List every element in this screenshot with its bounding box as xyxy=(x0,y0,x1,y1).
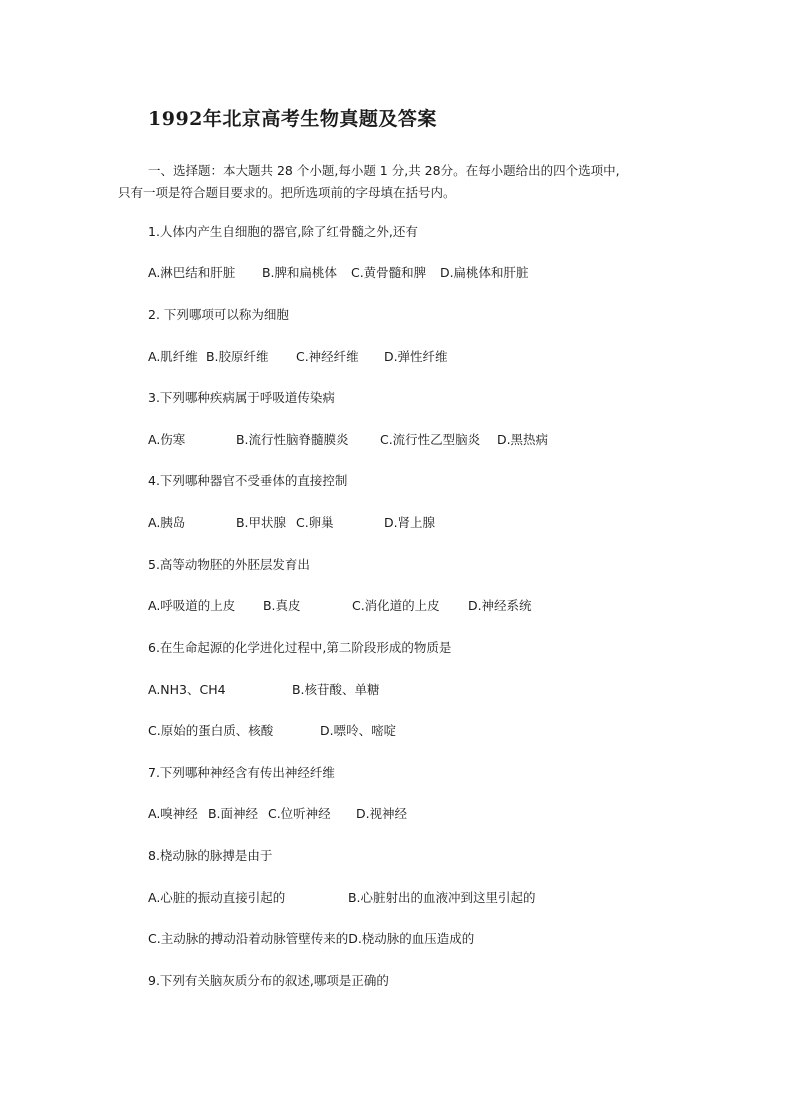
option-b: B.胶原纤维 xyxy=(205,349,269,364)
option-c: C.神经纤维 xyxy=(295,349,359,364)
option-a: A.嗅神经 xyxy=(148,806,198,821)
option-b: B.面神经 xyxy=(207,806,259,821)
question-options xyxy=(148,264,529,282)
option-a: A.心脏的振动直接引起的 xyxy=(148,890,286,905)
question-stem: 7.下列哪种神经含有传出神经纤维 xyxy=(148,765,335,780)
question-stem: 9.下列有关脑灰质分布的叙述,哪项是正确的 xyxy=(148,973,389,988)
question-stem: 6.在生命起源的化学进化过程中,第二阶段形成的物质是 xyxy=(148,640,452,655)
page-title: 1992年北京高考生物真题及答案 xyxy=(148,108,437,130)
option-d: D.扁桃体和肝脏 xyxy=(439,265,529,280)
option-b: B.真皮 xyxy=(262,598,301,613)
option-a: A.淋巴结和肝脏 xyxy=(148,265,236,280)
option-b: B.心脏射出的血液冲到这里引起的 xyxy=(347,890,536,905)
option-d: D.神经系统 xyxy=(467,598,532,613)
option-d: D.弹性纤维 xyxy=(383,349,448,364)
option-d: D.视神经 xyxy=(355,806,408,821)
option-c: C.原始的蛋白质、核酸 xyxy=(148,723,274,738)
option-b: B.核苷酸、单糖 xyxy=(291,682,380,697)
option-c: C.黄骨髓和脾 xyxy=(350,265,427,280)
option-a: A.NH3、CH4 xyxy=(148,682,226,697)
question-stem: 8.桡动脉的脉搏是由于 xyxy=(148,848,273,863)
section-intro xyxy=(118,160,678,204)
option-a: A.胰岛 xyxy=(148,515,186,530)
question-stem: 1.人体内产生自细胞的器官,除了红骨髓之外,还有 xyxy=(148,224,418,239)
intro-line-1: 一、选择题：本大题共 28 个小题,每小题 1 分,共 28分。在每小题给出的四个选项中, xyxy=(148,163,620,178)
option-b: B.甲状腺 xyxy=(235,515,287,530)
option-d: D.嘌呤、嘧啶 xyxy=(319,723,397,738)
option-a: A.呼吸道的上皮 xyxy=(148,598,236,613)
question-options xyxy=(148,348,448,366)
option-b: B.脾和扁桃体 xyxy=(261,265,338,280)
intro-line-2: 只有一项是符合题目要求的。把所选项前的字母填在括号内。 xyxy=(118,185,456,200)
question-options xyxy=(148,681,380,699)
option-c: C.卵巢 xyxy=(295,515,334,530)
option-d: D.桡动脉的血压造成的 xyxy=(348,931,475,946)
option-a: A.伤寒 xyxy=(148,432,186,447)
question-stem: 4.下列哪种器官不受垂体的直接控制 xyxy=(148,473,348,488)
option-d: D.肾上腺 xyxy=(383,515,436,530)
question-options xyxy=(148,930,474,948)
question-options xyxy=(148,514,435,532)
question-stem: 2. 下列哪项可以称为细胞 xyxy=(148,307,289,322)
question-options xyxy=(148,431,548,449)
question-options xyxy=(148,889,536,907)
question-options xyxy=(148,597,532,615)
option-c: C.位听神经 xyxy=(267,806,331,821)
option-a: A.肌纤维 xyxy=(148,349,198,364)
option-b: B.流行性脑脊髓膜炎 xyxy=(235,432,349,447)
question-stem: 3.下列哪种疾病属于呼吸道传染病 xyxy=(148,390,335,405)
option-d: D.黑热病 xyxy=(496,432,549,447)
option-c: C.消化道的上皮 xyxy=(351,598,440,613)
question-options xyxy=(148,722,396,740)
question-options xyxy=(148,805,407,823)
option-c: C.主动脉的搏动沿着动脉管壁传来的 xyxy=(148,931,349,946)
option-c: C.流行性乙型脑炎 xyxy=(379,432,481,447)
question-stem: 5.高等动物胚的外胚层发育出 xyxy=(148,557,310,572)
